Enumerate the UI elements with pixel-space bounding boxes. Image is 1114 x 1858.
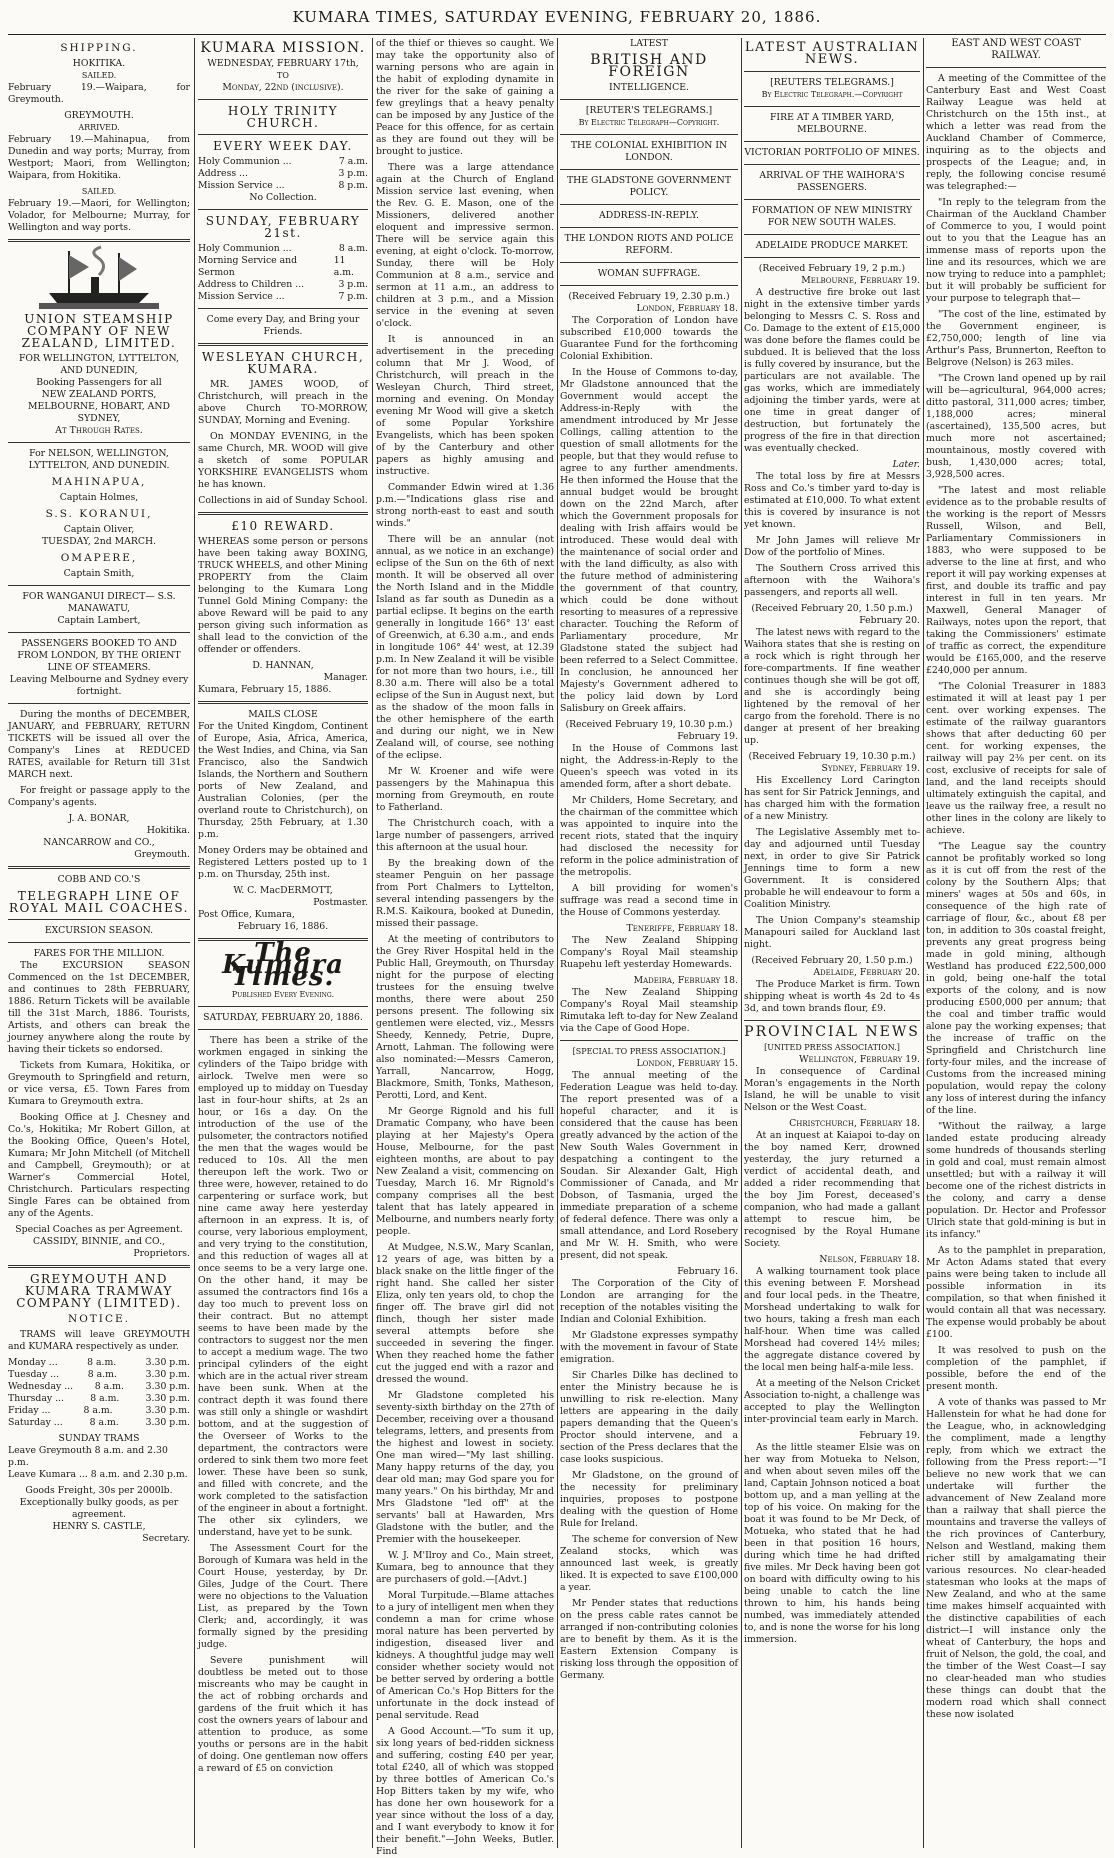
- railway-paragraph: "In reply to the telegram from the Chairman of the Auckland Chamber of Commerce to you, I would point out to you that the League has an immense mass of reports upon the line and its resources, which we are now trying to reduce into a pamphlet; but it will probably be sufficient for your purpose to telegraph that—: [926, 197, 1106, 304]
- editorial-1: There has been a strike of the workmen engaged in sinking the cylinders of the Taipo bridge with airlock. Twelve men were so employed up to midday on Tuesday last in four-hour shifts, at 2s an hour, or 16s a day. On the introduction of the use of the pulsometer, the contractors notified the men that the wages would be reduced to 10s. All the men thereupon left the work. Two or three were, however, retained to do carpentering or surface work, but nine came away here yesterday afternoon in an express. It is, of course, very laborious employment, and very trying to the constitution, and this reduction of wages all at once seems to be a very large one. On the other hand, it may be assumed the contractors find 16s a day too much to prevent loss on their contract. But no attempt seems to have been made by the contractors to suggest nor the men to accept a medium wage. The two principal cylinders of the eight which are in the actual river stream have been sunk. When at the contract depth it was found there was still only a shingle or washdirt bottom, and at the suggestion of the Overseer of Works to the department, the contractors were ordered to sink them two more feet lower. These have been so sunk, and filled with concrete, and the work completed to the satisfaction of the engineer in about a fortnight. The other six cylinders, we understand, have yet to be sunk.: [198, 1035, 368, 1538]
- article-paragraph: Mr Gladstone completed his seventy-sixth birthday on the 27th of December, receiving over a thousand telegrams, letters, and presents from the highest and lowest in society. One man wired—"My last shilling. Many happy returns of the day, you dear old man; may God spare you for many years." On his birthday, Mr and Mrs Gladstone "led off" at the servants' ball at Hawarden, Mrs Gladstone with the butler, and the Premier with the housekeeper.: [376, 1390, 554, 1545]
- intelligence-heading: INTELLIGENCE.: [608, 82, 690, 93]
- news-paragraph: The Legislative Assembly met to-day and adjourned until Tuesday next, in order to give Sir Patrick Jennings time to form a new Government. It is considered probable he will endeavour to form a Coalition Ministry.: [744, 827, 920, 910]
- column-3: [376, 38, 554, 1857]
- notice-heading: NOTICE.: [68, 1313, 130, 1325]
- article-paragraph: There will be an annular (not annual, as we notice in an exchange) eclipse of the Sun on the 6th of next month. It will be observed all over the North Island and in the Middle Island as far south as Dunedin as a partial eclipse. It begins on the earth generally in longitude 166° 13' east of Greenwich, at 6.30 a.m., and ends in longitude 106° 44' west, at 12.39 p.m. In New Zealand it will be visible for not more than two hours, i.e., till 8.30 a.m. There will also be a total eclipse of the Sun in August next, but as the shadow of the moon falls in the other hemisphere of the earth and during our night, we in New Zealand will, of course, see nothing of the eclipse.: [376, 534, 554, 761]
- electric-telegraph: By Electric Telegraph—Copyright.: [578, 118, 720, 127]
- koranui-captain: Captain Oliver,: [63, 524, 135, 535]
- column-6: [926, 38, 1106, 1848]
- divider: [560, 227, 738, 228]
- divider: [8, 919, 190, 920]
- received-line: (Received February 19, 10.30 p.m.): [748, 751, 916, 762]
- service-row: Mission Service ... 7 p.m.: [198, 291, 368, 302]
- railway-paragraph: "The latest and most reliable evidence as to the probable results of the working is the report of Messrs Russell, Wilson, and Bell, Parliamentary Commissioners in 1883, who were supposed to be adverse to the line at first, and who report it will pay working expenses at first, and double its traffic and pay interest in full in ten years. Mr Maxwell, General Manager of Railways, notes upon the report, that taking the Commissioners' estimate of traffic as correct, the expenditure would be £165,000, and the reserve £240,000 per annum.: [926, 485, 1106, 676]
- holy-trinity: HOLY TRINITY CHURCH.: [227, 104, 339, 130]
- orient-line: PASSENGERS BOOKED TO AND FROM LONDON, BY THE ORIENT LINE OF STEAMERS.: [17, 638, 181, 673]
- british-foreign-heading: BRITISH AND FOREIGN: [590, 52, 708, 80]
- article-paragraph: There was a large attendance again at the Church of England Mission service last evening, when the Rev. G. E. Mason, one of the Missioners, delivered another eloquent and impressive sermon. There will be service again this evening, at eight o'clock. To-morrow, Sunday, there will be Holy Communion at 8 a.m., service and sermon at 11 a.m., an address to children at 3 p.m., and a Mission service in the evening at seven o'clock.: [376, 162, 554, 329]
- agent-nancarrow: NANCARROW and CO.,: [43, 837, 155, 848]
- news-paragraph: A walking tournament took place this evening between F. Morshead and four local peds. in the Theatre, Morshead undertaking to walk for two hours, taking a fresh man each half-hour. When time was called Morshead had covered 14½ miles; the aggregate distance covered by the local men being half-a-mile less.: [744, 1266, 920, 1373]
- tram-schedule: [8, 1357, 190, 1429]
- divider: [198, 343, 368, 346]
- article-paragraph: Mr George Rignold and his full Dramatic Company, who have been playing at her Majesty's Opera House, Melbourne, for the past eighteen months, are about to pay New Zealand a visit, commencing on Tuesday, March 16. Mr Rignold's company comprises all the best talent that has lately appeared in Melbourne, and numbers nearly forty people.: [376, 1106, 554, 1237]
- divider: [8, 866, 190, 869]
- no-collection: No Collection.: [249, 192, 317, 203]
- column-1: [8, 38, 190, 1848]
- dateline: Sydney, February 19.: [821, 763, 920, 774]
- editorial-3: Severe punishment will doubtless be meted out to those miscreants who may be caught in the act of robbing orchards and gardens of the fruit which it has cost the owners years of labour and attention to produce, as some youths or persons are in the habit of doing. One gentleman now offers a reward of £5 on conviction: [198, 1655, 368, 1774]
- divider: [8, 1265, 190, 1268]
- subheading: FIRE AT A TIMBER YARD, MELBOURNE.: [769, 112, 895, 135]
- dateline: Nelson, February 18.: [819, 1254, 920, 1265]
- column-rule: [194, 38, 195, 1848]
- news-paragraph: As the little steamer Elsie was on her way from Motueka to Nelson, and when about seven miles off the land, Captain Johnson noticed a boat bottom up, and a man yelling at the top of his voice. On making for the boat it was found to be Mr Deck, of Motueka, who stated that he had been in that position 16 hours, during which time he had drifted five miles. Mr Deck having been got on board with difficulty owing to his being unable to catch the line thrown to him, his hands being numbed, was immediately attended to, and is none the worse for his long immersion.: [744, 1442, 920, 1645]
- column-rule: [741, 38, 742, 1848]
- divider: [560, 285, 738, 286]
- schedule-row: Thursday ... 8 a.m. 3.30 p.m.: [8, 1393, 190, 1404]
- reuters-label: [REUTERS TELEGRAMS.]: [770, 77, 894, 88]
- column-5: [744, 38, 920, 1848]
- article-paragraph: It is announced in an advertisement in the preceding column that Mr J. Wood, of Christchurch, will preach in the Wesleyan Church, Third street, morning and evening. On Monday evening Mr Wood will give a sketch of some Popular Yorkshire Evangelists, which has been spoken of by the Canterbury and other papers as highly amusing and instructive.: [376, 334, 554, 477]
- divider: [744, 71, 920, 72]
- article-paragraph: Commander Edwin wired at 1.36 p.m.—"Indications glass rise and strong north-east to east and south winds.": [376, 482, 554, 529]
- divider: [198, 308, 368, 309]
- excursion-text: The EXCURSION SEASON Commenced on the 1st DECEMBER, and continues to 28th FEBRUARY, 1886. Return Tickets will be available till the 31st March, 1886. Tourists, Artists, and others can break the journey anywhere along the route by having their tickets so endorsed.: [8, 960, 190, 1055]
- hokitika-sailed: February 19.—Waipara, for Greymouth.: [8, 82, 190, 105]
- reuters-label: [REUTER'S TELEGRAMS.]: [585, 105, 713, 116]
- news-paragraph: The total loss by fire at Messrs Ross and Co.'s timber yard to-day is estimated at £10,000. To what extent this is covered by insurance is not yet known.: [744, 471, 920, 530]
- cobb-heading: COBB AND CO.'S: [57, 874, 141, 885]
- proprietors: Proprietors.: [133, 1248, 190, 1259]
- postmaster-title: Postmaster.: [313, 897, 368, 908]
- omapere-captain: Captain Smith,: [63, 568, 135, 579]
- column-rule: [923, 38, 924, 1848]
- service-row: Address ... 3 p.m.: [198, 168, 368, 179]
- divider: [198, 1029, 368, 1030]
- wesleyan-text: MR. JAMES WOOD, of Christchurch, will preach in the above Church TO-MORROW, SUNDAY, Morning and Evening.: [198, 379, 368, 426]
- fares-heading: FARES FOR THE MILLION.: [33, 948, 165, 959]
- column-rule: [557, 38, 558, 1848]
- paper-title: The Kumara Times.: [222, 938, 344, 992]
- news-paragraph: The Corporation of the City of London are arranging for the reception of the notables visiting the Indian and Colonial Exhibition.: [560, 1278, 738, 1325]
- excursion-heading: EXCURSION SEASON.: [44, 925, 154, 936]
- article-paragraph: Moral Turpitude.—Blame attaches to a jury of intelligent men when they condemn a man for crime whose moral nature has been perverted by indigestion, diseased liver and kidneys. A thoughtful judge may well consider whether society would not be better served by ordering a bottle of American Co.'s Hop Bitters for the unfortunate in the dock instead of penal servitude. Read: [376, 1590, 554, 1721]
- usc-booking: Booking Passengers for all: [36, 377, 162, 388]
- railway-paragraph: A vote of thanks was passed to Mr Hallenstein for what he had done for the League, who, in acknowledging the compliment, made a lengthy reply, from which we extract the following from the Press report:—"I believe no new work that we can undertake will further the advancement of New Zealand more than a railway that shall pierce the mountains and traverse the valleys of the rich provinces of Canterbury, Nelson and Westland, making them richer still by amalgamating their various resources. No clear-headed statesman who looks at the maps of New Zealand, and who at the same time makes himself acquainted with the distinctive capabilities of each district—I will instance only the wheat of Canterbury, the hops and fruit of Nelson, the gold, the coal, and the timber of the West Coast—I say no clear-headed man who studies these things can doubt that the modern road which shall connect these now isolated: [926, 1397, 1106, 1720]
- railway-paragraph: "The cost of the line, estimated by the Government engineer, is £2,750,000; length of line via Arthur's Pass, Brunnerton, Reefton to Belgrove (Nelson) is 263 miles.: [926, 309, 1106, 368]
- subheading: WOMAN SUFFRAGE.: [597, 268, 701, 279]
- dateline: Madeira, February 18.: [633, 975, 738, 986]
- news-paragraph: The New Zealand Shipping Company's Royal Mail steamship Rimutaka left to-day for New Zealand via the Cape of Good Hope.: [560, 987, 738, 1034]
- dateline: Teneriffe, February 18.: [626, 923, 738, 934]
- schedule-row: Saturday ... 8 a.m. 3.30 p.m.: [8, 1417, 190, 1428]
- news-paragraph: The Corporation of London have subscribed £10,000 towards the Guarantee Fund for the forthcoming Colonial Exhibition.: [560, 315, 738, 362]
- news-paragraph: In the House of Commons last night, the Address-in-Reply to the Queen's speech was voted in its amended form, after a short debate.: [560, 743, 738, 790]
- divider: [926, 67, 1106, 68]
- dateline: London, February 15.: [636, 1058, 738, 1069]
- electric-telegraph: By Electric Telegraph.—Copyright: [761, 90, 903, 99]
- subheading: ADDRESS-IN-REPLY.: [599, 210, 699, 221]
- divider: [744, 234, 920, 235]
- postmaster-name: W. C. MacDERMOTT,: [233, 885, 333, 896]
- press-association-label: [SPECIAL TO PRESS ASSOCIATION.]: [572, 1047, 726, 1056]
- hannan-date: Kumara, February 15, 1886.: [198, 684, 332, 695]
- divider: [744, 1020, 920, 1021]
- special-coaches: Special Coaches as per Agreement.: [15, 1224, 183, 1235]
- published-every-evening: Published Every Evening.: [231, 990, 335, 999]
- schedule-row: Friday ... 8 a.m. 3.30 p.m.: [8, 1405, 190, 1416]
- schedule-row: Monday ... 8 a.m. 3.30 p.m.: [8, 1357, 190, 1368]
- divider: [744, 164, 920, 165]
- divider: [198, 99, 368, 100]
- received-line: (Received February 20, 1.50 p.m.): [751, 603, 913, 614]
- ship-koranui: S.S. KORANUI,: [45, 508, 153, 520]
- sailed-label: SAILED.: [81, 187, 117, 196]
- service-row: Mission Service ... 8 p.m.: [198, 180, 368, 191]
- news-paragraph: The New Zealand Shipping Company's Royal Mail steamship Ruapehu left yesterday Homewards.: [560, 935, 738, 970]
- trams-text: TRAMS will leave GREYMOUTH and KUMARA respectively as under.: [8, 1329, 190, 1352]
- wanganui-ship: FOR WANGANUI DIRECT— S.S. MANAWATU,: [22, 591, 176, 614]
- dateline: Later.: [892, 459, 920, 470]
- ship-omapere: OMAPERE,: [60, 552, 138, 564]
- article-paragraph: The Christchurch coach, with a large number of passengers, arrived this afternoon at the usual hour.: [376, 818, 554, 853]
- come-every-day: Come every Day, and Bring your Friends.: [206, 314, 360, 337]
- divider: [198, 1006, 368, 1007]
- received-line: (Received February 20, 1.50 p.m.): [751, 955, 913, 966]
- orient-fortnight: Leaving Melbourne and Sydney every fortnight.: [9, 674, 189, 697]
- article-paragraph: Mr W. Kroener and wife were passengers by the Mahinapua this morning from Greymouth, en route to Fatherland.: [376, 766, 554, 813]
- column-rule: [372, 38, 373, 1848]
- divider: [8, 585, 190, 586]
- dateline: Christchurch, February 18.: [789, 1118, 920, 1129]
- bulky-goods: Exceptionally bulky goods, as per agreement.: [19, 1497, 179, 1520]
- news-paragraph: Mr Pender states that reductions on the press cable rates cannot be arranged if non-contributing colonies are to benefit by them. As it is the Eastern Extension Company is risking loss through the opposition of Germany.: [560, 1598, 738, 1681]
- agent-bonar: J. A. BONAR,: [68, 813, 130, 824]
- greymouth-arrived: February 19.—Mahinapua, from Dunedin and way ports; Murray, from Westport; Maori, from Wellington; Waipara, from Hokitika.: [8, 134, 190, 181]
- article-paragraph: of the thief or thieves so caught. We may take the opportunity also of warning persons who are again in the habit of exploding dynamite in the river for the sake of gaining a few greylings that a heavy penalty can be imposed by any Justice of the Peace for this offence, for as certain as they are found out they will be brought to justice.: [376, 38, 554, 157]
- news-paragraph: In the House of Commons to-day, Mr Gladstone announced that the Government would accept the Address-in-Reply with the amendment introduced by Mr Jesse Collings, calling attention to the question of small allotments for the people, but that they would refuse to agree to any further amendments. He then informed the House that the annual budget would be brought down on the 22nd March, after which the Government proposals for dealing with Irish affairs would be introduced. These would deal with the maintenance of social order and with the land difficulty, as also with the future method of administering the government of that country, which could be done without resorting to measures of a repressive character. Touching the Reform of Parliamentary procedure, Mr Gladstone stated the subject had been referred to a Select Committee. In conclusion, he announced her Majesty's Government adhered to the policy laid down by Lord Salisbury on Greek affairs.: [560, 367, 738, 714]
- masthead-rule: [8, 34, 1106, 35]
- castle-name: HENRY S. CASTLE,: [52, 1521, 146, 1532]
- column-2: [198, 38, 368, 1848]
- reward-title: £10 REWARD.: [231, 519, 335, 533]
- usc-title: UNION STEAMSHIP COMPANY OF NEW ZEALAND, LIMITED.: [21, 312, 177, 350]
- koranui-date: TUESDAY, 2nd MARCH.: [41, 536, 157, 547]
- service-row: Address to Children ... 3 p.m.: [198, 279, 368, 290]
- mahinapua-captain: Captain Holmes,: [59, 492, 139, 503]
- news-paragraph: Mr Gladstone expresses sympathy with the movement in favour of State emigration.: [560, 1330, 738, 1365]
- divider: [198, 512, 368, 515]
- wanganui-captain: Captain Lambert,: [57, 615, 141, 626]
- news-paragraph: His Excellency Lord Carington has sent for Sir Patrick Jennings, and has charged him with the formation of a new Ministry.: [744, 775, 920, 822]
- divider: [560, 134, 738, 135]
- mission-to: TO: [277, 71, 289, 80]
- received-line: (Received February 19, 2 p.m.): [758, 263, 906, 274]
- dateline: London, February 18.: [636, 303, 738, 314]
- news-paragraph: A destructive fire broke out last night in the extensive timber yards belonging to Messrs C. S. Ross and Co. Damage to the extent of £15,000 was done before the flames could be subdued. It is believed that the loss is fully covered by insurance, but the particulars are not available. The gas works, which are immediately adjoining the timber yards, were at one time in great danger of destruction, but fortunately the progress of the fire in that direction was eventually checked.: [744, 287, 920, 454]
- divider: [744, 106, 920, 107]
- service-row: Holy Communion ... 8 a.m.: [198, 243, 368, 254]
- usc-ports: NEW ZEALAND PORTS, MELBOURNE, HOBART, AND SYDNEY,: [28, 389, 170, 424]
- service-row: Morning Service and Sermon 11 a.m.: [198, 255, 354, 278]
- mission-title: KUMARA MISSION.: [200, 40, 366, 56]
- latest-label: LATEST: [630, 38, 668, 49]
- received-line: (Received February 19, 10.30 p.m.): [565, 719, 733, 730]
- railway-paragraph: "The Crown land opened up by rail will be—agricultural, 964,000 acres; ditto pastoral, 311,000 acres; timber, 1,188,000 acres; mineral (ascertained), 135,500 acres, but much more not ascertained; mountainous, mostly covered with bush, 1,430,000 acres; total, 3,928,500 acres.: [926, 373, 1106, 480]
- article-paragraph: W. J. M'Ilroy and Co., Main street, Kumara, beg to announce that they are purchasers of gold.—[Advt.]: [376, 1550, 554, 1585]
- greymouth-heading: GREYMOUTH.: [64, 110, 134, 121]
- mails-close: MAILS CLOSE: [248, 709, 318, 720]
- news-paragraph: At an inquest at Kaiapoi to-day on the boy named Kerr, drowned yesterday, the jury returned a verdict of accidental death, and added a rider recommending that the boy Jim Forest, deceased's companion, who had made a gallant attempt to rescue him, be recognised by the Royal Humane Society.: [744, 1130, 920, 1249]
- sailed-label: SAILED.: [81, 71, 117, 80]
- mails-text: For the United Kingdom, Continent of Europe, Asia, Africa, America, the West Indies, and China, via San Francisco, also the Sandwich Islands, the Northern and Southern ports of New Zealand, and Australian Colonies, (per the overland route to Christchurch), on Thursday, 25th February, at 1.30 p.m.: [198, 721, 368, 840]
- usc-rates: At Through Rates.: [55, 425, 143, 436]
- provincial-news-heading: PROVINCIAL NEWS: [744, 1024, 920, 1040]
- steamship-icon: [39, 247, 159, 309]
- news-paragraph: Mr Childers, Home Secretary, and the chairman of the committee which was appointed to inquire into the recent riots, stated that the inquiry had disclosed the necessity for reform in the police administration of the metropolis.: [560, 795, 738, 878]
- railway-paragraph: It was resolved to push on the completion of the pamphlet, if possible, before the end of the present month.: [926, 1345, 1106, 1392]
- reward-text: WHEREAS some person or persons have been taking away BOXING, TRUCK WHEELS, and other Mining PROPERTY from the Claim belonging to the Kumara Long Tunnel Gold Mining Company: the above Reward will be paid to any person giving such information as shall lead to the conviction of the offender or offenders.: [198, 536, 368, 655]
- telegraph-line: TELEGRAPH LINE OF ROYAL MAIL COACHES.: [9, 889, 189, 915]
- every-week-day: EVERY WEEK DAY.: [213, 139, 353, 153]
- subheading: VICTORIAN PORTFOLIO OF MINES.: [744, 147, 920, 158]
- railway-paragraph: "The Colonial Treasurer in 1883 estimated it will at least pay 1 per cent. over working expenses. The estimate of the railway guarantors shows that after deducting 60 per cent. for working expenses, the railway will pay 2⅜ per cent. on its cost, exclusive of receipts for sale of land, and the land receipts should ultimately extinguish the capital, and leave us the railway free, a result no other lines in the colony are likely to achieve.: [926, 681, 1106, 836]
- greymouth-sailed: February 19.—Maori, for Wellington; Volador, for Melbourne; Murray, for Wellington and way ports.: [8, 198, 190, 233]
- news-paragraph: The scheme for conversion of New Zealand stocks, which was announced last week, is greatly liked. It is expected to save £100,000 a year.: [560, 1534, 738, 1593]
- news-paragraph: Mr Gladstone, on the ground of the necessity for preliminary inquiries, proposes to postpone dealing with the question of Home Rule for Ireland.: [560, 1470, 738, 1529]
- column-4: [560, 38, 738, 1848]
- booking-text: Booking Office at J. Chesney and Co.'s, Hokitika; Mr Robert Gillon, at the Booking Office, Queen's Hotel, Kumara; Mr John Mitchell (of Mitchell and Campbell, Greymouth); or at Warner's Commercial Hotel, Christchurch. Particulars respecting Single Fares can be obtained from any of the Agents.: [8, 1112, 190, 1219]
- dateline: February 19.: [859, 1430, 920, 1441]
- news-paragraph: The annual meeting of the Federation League was held to-day. The report presented was of a hopeful character, and it is considered that the cause has been greatly advanced by the action of the New South Wales Government in despatching a contingent to the Soudan. Sir Alexander Galt, High Commissioner of Canada, and Mr Dobson, of Tasmania, urged the immediate preparation of a scheme of federal defence. There was only a small attendance, and Lord Rosebery and Mr W. H. Smith, who were present, did not speak.: [560, 1070, 738, 1261]
- divider: [744, 199, 920, 200]
- agent-nancarrow-place: Greymouth.: [134, 849, 190, 860]
- tickets-text: Tickets from Kumara, Hokitika, or Greymouth to Springfield and return, or vice versa, £5. Town Fares from Kumara to Greymouth extra.: [8, 1060, 190, 1107]
- divider: [744, 141, 920, 142]
- news-paragraph: At a meeting of the Nelson Cricket Association to-night, a challenge was accepted to play the Wellington inter-provincial team early in March.: [744, 1378, 920, 1425]
- divider: [198, 209, 368, 210]
- news-paragraph: The Produce Market is firm. Town shipping wheat is worth 4s 2d to 4s 3d, and town brands flour, £9.: [744, 979, 920, 1014]
- sunday-heading: SUNDAY, FEBRUARY 21st.: [205, 214, 361, 240]
- usc-route: FOR WELLINGTON, LYTTELTON, AND DUNEDIN,: [18, 353, 180, 376]
- dateline: February 19.: [677, 731, 738, 742]
- divider: [198, 134, 368, 135]
- divider: [560, 262, 738, 263]
- united-press-label: [UNITED PRESS ASSOCIATION.]: [764, 1043, 900, 1052]
- tramway-title: GREYMOUTH AND KUMARA TRAMWAY COMPANY (LIMITED).: [16, 1272, 182, 1310]
- divider: [8, 239, 190, 242]
- money-orders: Money Orders may be obtained and Registered Letters posted up to 1 p.m. on Thursday, 25th inst.: [198, 845, 368, 880]
- news-paragraph: A bill providing for women's suffrage was read a second time in the House of Commons yesterday.: [560, 883, 738, 918]
- subheading: THE COLONIAL EXHIBITION IN LONDON.: [570, 140, 728, 163]
- post-office-date: February 16, 1886.: [237, 921, 329, 932]
- mission-date-2: Monday, 22nd (inclusive).: [222, 82, 344, 93]
- divider: [560, 204, 738, 205]
- divider: [8, 942, 190, 943]
- freight-note: For freight or passage apply to the Company's agents.: [8, 785, 190, 808]
- divider: [8, 442, 190, 443]
- schedule-row: Wednesday ... 8 a.m. 3.30 p.m.: [8, 1381, 190, 1392]
- agent-bonar-place: Hokitika.: [146, 825, 190, 836]
- railway-paragraph: A meeting of the Committee of the Canterbury East and West Coast Railway League was held at Christchurch on the 15th inst., at which a letter was read from the Auckland Chamber of Commerce, inquiring as to the objects and prospects of the League; and, in reply, the following concise resumé was telegraphed:—: [926, 73, 1106, 192]
- wesleyan-text-2: On MONDAY EVENING, in the same Church, MR. WOOD will give a sketch of some POPULAR YORKSHIRE EVANGELISTS whom he has known.: [198, 431, 368, 490]
- divider: [8, 703, 190, 704]
- subheading: FORMATION OF NEW MINISTRY FOR NEW SOUTH WALES.: [751, 205, 913, 228]
- divider: [560, 1040, 738, 1041]
- issue-date: SATURDAY, FEBRUARY 20, 1886.: [203, 1012, 363, 1023]
- subheading: THE GLADSTONE GOVERNMENT POLICY.: [566, 175, 732, 198]
- subheading: ARRIVAL OF THE WAIHORA'S PASSENGERS.: [759, 170, 905, 193]
- railway-paragraph: As to the pamphlet in preparation, Mr Acton Adams stated that every pains were being taken to include all possible information in its compilation, so that when finished it would contain all that was necessary. The expense would probably be about £100.: [926, 1245, 1106, 1340]
- wesleyan-title: WESLEYAN CHURCH, KUMARA.: [201, 350, 365, 376]
- dateline: Adelaide, February 20.: [813, 967, 920, 978]
- dateline: February 16.: [677, 1266, 738, 1277]
- sunday-tram-2: Leave Kumara ... 8 a.m. and 2.30 p.m.: [8, 1469, 188, 1480]
- article-paragraph: A Good Account.—"To sum it up, six long years of bed-ridden sickness and suffering, costing £40 per year, total £240, all of which was stopped by three bottles of American Co.'s Hop Bitters taken by my wife, who has done her own housework for a year since without the loss of a day, and I want everybody to know it for their benefit."—John Weeks, Butler. Find: [376, 1726, 554, 1857]
- post-office: Post Office, Kumara,: [198, 909, 295, 920]
- divider: [8, 632, 190, 633]
- article-paragraph: By the breaking down of the steamer Penguin on her passage from Port Chalmers to Lyttelton, several intending passengers by the R.M.S. Kaikoura, booked at Dunedin, missed their passage.: [376, 858, 554, 929]
- usc-nelson: For NELSON, WELLINGTON, LYTTELTON, AND DUNEDIN.: [28, 448, 170, 471]
- schedule-row: Tuesday ... 8 a.m. 3.30 p.m.: [8, 1369, 190, 1380]
- cassidy-binnie: CASSIDY, BINNIE, and CO.,: [32, 1236, 166, 1247]
- article-paragraph: At Mudgee, N.S.W., Mary Scanlan, 12 years of age, was bitten by a black snake on the little finger of the right hand. She called her sister Eliza, only ten years old, to chop the finger off. The brave girl did not flinch, though her sister made several attempts before she succeeded in severing the finger. When they reached home the father cut the jugged end with a razor and dressed the wound.: [376, 1242, 554, 1385]
- sunday-trams: SUNDAY TRAMS: [58, 1433, 140, 1444]
- hannan-name: D. HANNAN,: [252, 660, 314, 671]
- railway-paragraph: "Without the railway, a large landed estate producing already some hundreds of thousands sterling in gold and coal, must remain almost unsettled; but with a railway it will become one of the richest districts in the colony, and carry a dense population. Dr. Hector and Professor Ulrich state that gold-mining is but in its infancy.": [926, 1121, 1106, 1240]
- news-paragraph: Mr John James will relieve Mr Dow of the portfolio of Mines.: [744, 535, 920, 558]
- subheading: THE LONDON RIOTS AND POLICE REFORM.: [564, 233, 734, 256]
- ship-mahinapua: MAHINAPUA,: [51, 476, 147, 488]
- subheading: ADELAIDE PRODUCE MARKET.: [755, 240, 909, 251]
- australian-news-heading: LATEST AUSTRALIAN NEWS.: [744, 40, 920, 67]
- news-paragraph: Sir Charles Dilke has declined to enter the Ministry because he is unwilling to risk re-election. Many letters are appearing in the daily papers demanding that the Queen's Proctor should intervene, and a section of the Press declares that the case looks suspicious.: [560, 1370, 738, 1465]
- secretary: Secretary.: [142, 1533, 190, 1544]
- return-tickets: During the months of DECEMBER, JANUARY, and FEBRUARY, RETURN TICKETS will be issued all over the Company's Lines at REDUCED RATES, available for Return till 31st MARCH next.: [8, 709, 190, 780]
- shipping-heading: SHIPPING.: [60, 42, 138, 54]
- article-paragraph: At the meeting of contributors to the Grey River Hospital held in the Public Hall, Greymouth, on Thursday night for the purpose of electing trustees for the ensuing twelve months, there were about 250 persons present. The following six gentlemen were elected, viz., Messrs Sheedy, Kennedy, Petrie, Dupre, Arnott, Lahman. The following were also nominated:—Messrs Cameron, Yarrall, Nancarrow, Hogg, Blackmore, Smith, Tonks, Matheson, Perotti, Lord, and Kent.: [376, 934, 554, 1101]
- divider: [744, 257, 920, 258]
- hannan-manager: Manager.: [323, 672, 368, 683]
- received-line: (Received February 19, 2.30 p.m.): [568, 291, 730, 302]
- news-paragraph: The Southern Cross arrived this afternoon with the Waihora's passengers, and reports all well.: [744, 563, 920, 598]
- sunday-tram-1: Leave Greymouth 8 a.m. and 2.30 p.m.: [8, 1445, 168, 1468]
- mission-date: WEDNESDAY, FEBRUARY 17th,: [207, 58, 359, 69]
- railway-heading: EAST AND WEST COAST RAILWAY.: [951, 38, 1081, 61]
- collections: Collections in aid of Sunday School.: [198, 495, 368, 506]
- news-paragraph: In consequence of Cardinal Moran's engagements in the North Island, he will be unable to visit Nelson or the West Coast.: [744, 1066, 920, 1113]
- service-row: Holy Communion ... 7 a.m.: [198, 156, 368, 167]
- divider: [560, 169, 738, 170]
- dateline: Melbourne, February 19.: [801, 275, 920, 286]
- divider: [198, 701, 368, 704]
- hokitika-heading: HOKITIKA.: [72, 58, 126, 69]
- arrived-label: ARRIVED.: [78, 123, 120, 132]
- masthead: KUMARA TIMES, SATURDAY EVENING, FEBRUARY 20, 1886.: [292, 8, 822, 26]
- dateline: February 20.: [859, 615, 920, 626]
- railway-paragraph: "The League say the country cannot be profitably worked so long as it is cut off from the rest of the colony by the Southern Alps; that miners' wages at 50s and 60s, in consequence of the high rate of carriage of flour, &c., about £8 per ton, in addition to 30s coastal freight, prevents any great progress being made in gold mining, although Westland has produced £22,500,000 in gold, being one-half the total exports of the colony, and is now producing £500,000 per annum; that the coal and timber traffic would alone pay the working expenses; that the increase of traffic on the Springfield and Christchurch line forty-four miles, and the increase of Customs from the increased mining population, would repay the colony any loss of interest during the infancy of the line.: [926, 841, 1106, 1116]
- goods-freight: Goods Freight, 30s per 2000lb.: [25, 1485, 173, 1496]
- editorial-2: The Assessment Court for the Borough of Kumara was held in the Court House, yesterday, by Dr. Giles, Judge of the Court. There were no objections to the Valuation List, as prepared by the Town Clerk; and, accordingly, it was formally signed by the presiding judge.: [198, 1543, 368, 1650]
- dateline: Wellington, February 19.: [798, 1054, 920, 1065]
- news-paragraph: The Union Company's steamship Manapouri sailed for Auckland last night.: [744, 915, 920, 950]
- divider: [560, 99, 738, 100]
- news-paragraph: The latest news with regard to the Waihora states that she is resting on a rock which is right through her fore-compartments. If fine weather continues though she will be got off, and she is accordingly being lightened by the removal of her cargo from the forehold. There is no danger at present of her breaking up.: [744, 627, 920, 746]
